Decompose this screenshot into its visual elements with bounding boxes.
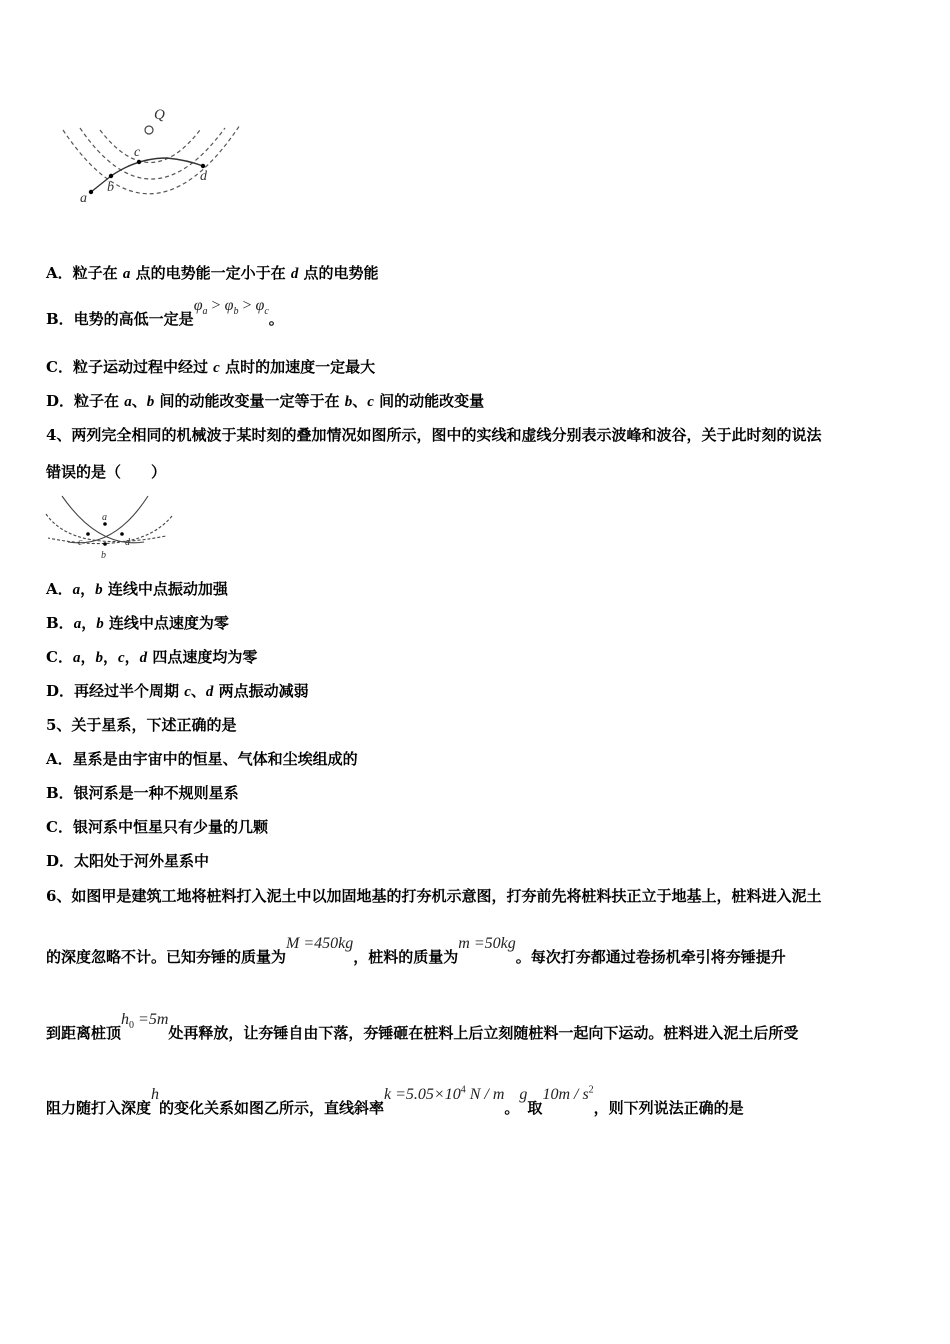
q5-option-b: B．银河系是一种不规则星系 <box>46 784 239 802</box>
wave-crest-right <box>68 496 148 543</box>
q3-option-b: B．电势的高低一定是$\varphi_a > \varphi_b > \varphi_c$。 <box>46 297 284 328</box>
slope-expr: $k =5.05\times 10^4$ N / m <box>384 1084 505 1103</box>
q4-option-a: A．a，b 连线中点振动加强 <box>46 580 228 598</box>
wave-trough-right <box>48 516 172 544</box>
drop-height-expr: $h_0 =5m$ <box>121 1011 169 1032</box>
q3-option-a: A．粒子在 a 点的电势能一定小于在 d 点的电势能 <box>46 264 379 282</box>
figure-wave-interference <box>44 494 174 564</box>
q5-stem: 5、关于星系，下述正确的是 <box>46 716 237 734</box>
q4-option-b: B．a，b 连线中点速度为零 <box>46 614 229 632</box>
q5-option-d: D．太阳处于河外星系中 <box>46 852 210 870</box>
charge-q-label: Q <box>154 107 165 123</box>
q3-option-d: D．粒子在 a、b 间的动能改变量一定等于在 b、c 间的动能改变量 <box>46 392 485 410</box>
q4-option-c: C．a，b，c，d 四点速度均为零 <box>46 648 258 666</box>
charge-q-circle <box>145 126 153 134</box>
q6-line2: 的深度忽略不计。已知夯锤的质量为M =450kg，桩料的质量为m =50kg。每次打夯都通过卷扬机牵引将夯锤提升 <box>46 935 786 966</box>
potential-inequality: $\varphi_a > \varphi_b > \varphi_c$ <box>193 297 269 318</box>
pile-mass-expr: m =50kg <box>458 935 516 952</box>
point-a-label: a <box>80 191 87 206</box>
gravity-symbol: g <box>519 1086 528 1103</box>
depth-symbol: h <box>151 1086 160 1103</box>
q4-option-d: D．再经过半个周期 c、d 两点振动减弱 <box>46 682 309 700</box>
gravity-value-expr: $10m / s^2$ <box>542 1084 594 1103</box>
q4-stem-line1: 4、两列完全相同的机械波于某时刻的叠加情况如图所示，图中的实线和虚线分别表示波峰和波谷，关于此时刻的说法 <box>46 426 822 444</box>
q6-line3: 到距离桩顶$h_0 =5m$处再释放，让夯锤自由下落，夯锤砸在桩料上后立刻随桩料一起向下运动。桩料进入泥土后所受 <box>46 1011 799 1042</box>
q5-option-c: C．银河系中恒星只有少量的几颗 <box>46 818 268 836</box>
point-b-label: b <box>107 180 114 195</box>
figure-equipotential <box>55 100 255 220</box>
q5-option-a: A．星系是由宇宙中的恒星、气体和尘埃组成的 <box>46 750 358 768</box>
wave-point-d-label: d <box>125 537 130 548</box>
wave-point-b-label: b <box>101 550 106 561</box>
point-d-label: d <box>200 169 207 184</box>
q6-line4: 阻力随打入深度h的变化关系如图乙所示，直线斜率$k =5.05\times 10^4$ N / m。g取$10m / s^2$，则下列说法正确的是 <box>46 1084 744 1117</box>
point-c-label: c <box>134 145 141 160</box>
hammer-mass-expr: M =450kg <box>286 935 354 952</box>
equipotential-arc-inner <box>100 130 200 163</box>
q3-option-c: C．粒子运动过程中经过 c 点时的加速度一定最大 <box>46 358 376 376</box>
wave-point-c-label: c <box>78 537 83 548</box>
wave-point-a-label: a <box>102 512 107 523</box>
q4-stem-line2: 错误的是（ ） <box>46 463 167 481</box>
q6-line1: 6、如图甲是建筑工地将桩料打入泥土中以加固地基的打夯机示意图，打夯前先将桩料扶正立于地基上，桩料进入泥土 <box>46 887 822 905</box>
